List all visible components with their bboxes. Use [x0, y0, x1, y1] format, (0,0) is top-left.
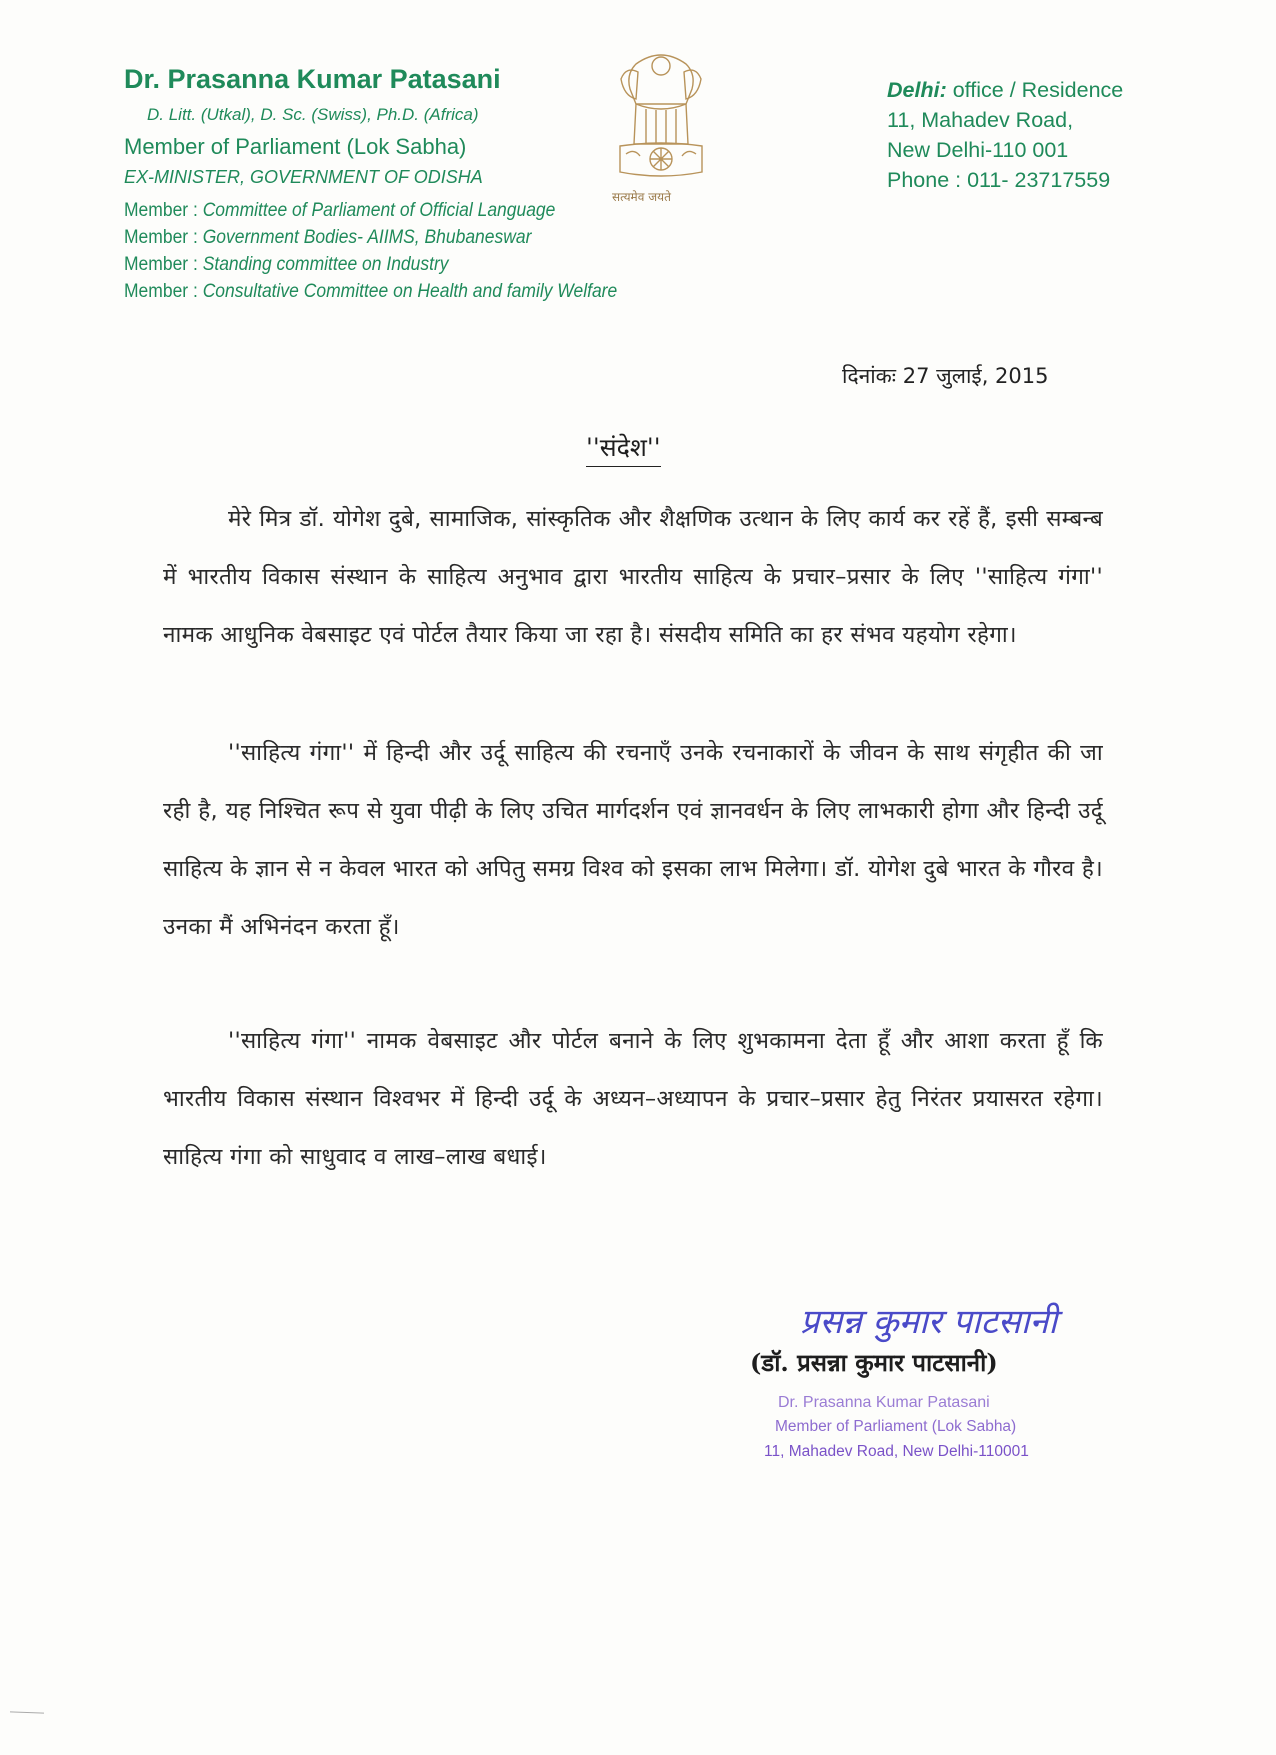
- membership-label: Member :: [124, 227, 198, 248]
- address-phone: Phone : 011- 23717559: [887, 168, 1111, 192]
- stamp-address: 11, Mahadev Road, New Delhi-110001: [764, 1443, 1029, 1460]
- membership-value: Government Bodies- AIIMS, Bhubaneswar: [202, 227, 532, 248]
- membership-value: Standing committee on Industry: [202, 254, 449, 275]
- letter-date: दिनांकः 27 जुलाई, 2015: [842, 364, 1049, 388]
- membership-label: Member :: [124, 200, 198, 221]
- membership-item: [124, 227, 531, 249]
- address-line2: New Delhi-110 001: [887, 138, 1069, 162]
- stamp-name: Dr. Prasanna Kumar Patasani: [778, 1394, 990, 1411]
- address-city-label: Delhi:: [887, 78, 947, 102]
- membership-item: [124, 254, 449, 276]
- letterhead-degrees: D. Litt. (Utkal), D. Sc. (Swiss), Ph.D. (Africa): [147, 105, 479, 124]
- address-office: [887, 78, 1123, 103]
- membership-item: [124, 281, 617, 303]
- emblem-motto: सत्यमेव जयते: [612, 190, 671, 204]
- letterhead-position: Member of Parliament (Lok Sabha): [124, 134, 467, 159]
- body-paragraph-3: ''साहित्य गंगा'' नामक वेबसाइट और पोर्टल बनाने के लिए शुभकामना देता हूँ और आशा करता हूँ कि भारतीय विकास संस्थान विश्वभर में हिन्दी उर्दू के अध्यन–अध्यापन के प्रचार–प्रसार हेतु निरंतर प्रयासरत रहेगा। साहित्य गंगा को साधुवाद व लाख–लाख बधाई।: [163, 1028, 1103, 1170]
- membership-value: Consultative Committee on Health and family Welfare: [202, 281, 618, 302]
- address-office-text: office / Residence: [952, 78, 1124, 102]
- stamp-position: Member of Parliament (Lok Sabha): [775, 1418, 1017, 1435]
- handwritten-signature: [800, 1288, 1200, 1348]
- membership-item: [124, 200, 555, 222]
- membership-label: Member :: [124, 281, 198, 302]
- signature-text: प्रसन्न कुमार पाटसानी: [800, 1302, 1058, 1342]
- body-paragraph-1: मेरे मित्र डॉ. योगेश दुबे, सामाजिक, सांस्कृतिक और शैक्षणिक उत्थान के लिए कार्य कर रहें हैं, इसी सम्बन्ब में भारतीय विकास संस्थान के साहित्य अनुभाव द्वारा भारतीय साहित्य के प्रचार–प्रसार के लिए ''साहित्य गंगा'' नामक आधुनिक वेबसाइट एवं पोर्टल तैयार किया जा रहा है। संसदीय समिति का हर संभव यहयोग रहेगा।: [163, 506, 1103, 648]
- letter-title: ''संदेश'': [586, 430, 661, 467]
- address-line1: 11, Mahadev Road,: [887, 108, 1074, 132]
- body-paragraph-2: ''साहित्य गंगा'' में हिन्दी और उर्दू साहित्य की रचनाएँ उनके रचनाकारों के जीवन के साथ संगृहीत की जा रही है, यह निश्चित रूप से युवा पीढ़ी के लिए उचित मार्गदर्शन एवं ज्ञानवर्धन के लिए लाभकारी होगा और हिन्दी उर्दू साहित्य के ज्ञान से न केवल भारत को अपितु समग्र विश्व को इसका लाभ मिलेगा। डॉ. योगेश दुबे भारत के गौरव है। उनका मैं अभिनंदन करता हूँ।: [163, 740, 1103, 940]
- membership-value: Committee of Parliament of Official Language: [202, 200, 556, 221]
- letterhead-name: Dr. Prasanna Kumar Patasani: [124, 64, 501, 94]
- membership-label: Member :: [124, 254, 198, 275]
- scan-edge-mark: [10, 1711, 44, 1713]
- signatory-name-hindi: (डॉ. प्रसन्ना कुमार पाटसानी): [750, 1348, 998, 1377]
- letterhead-ex-position: EX-MINISTER, GOVERNMENT OF ODISHA: [124, 167, 483, 187]
- national-emblem-icon: [606, 44, 716, 192]
